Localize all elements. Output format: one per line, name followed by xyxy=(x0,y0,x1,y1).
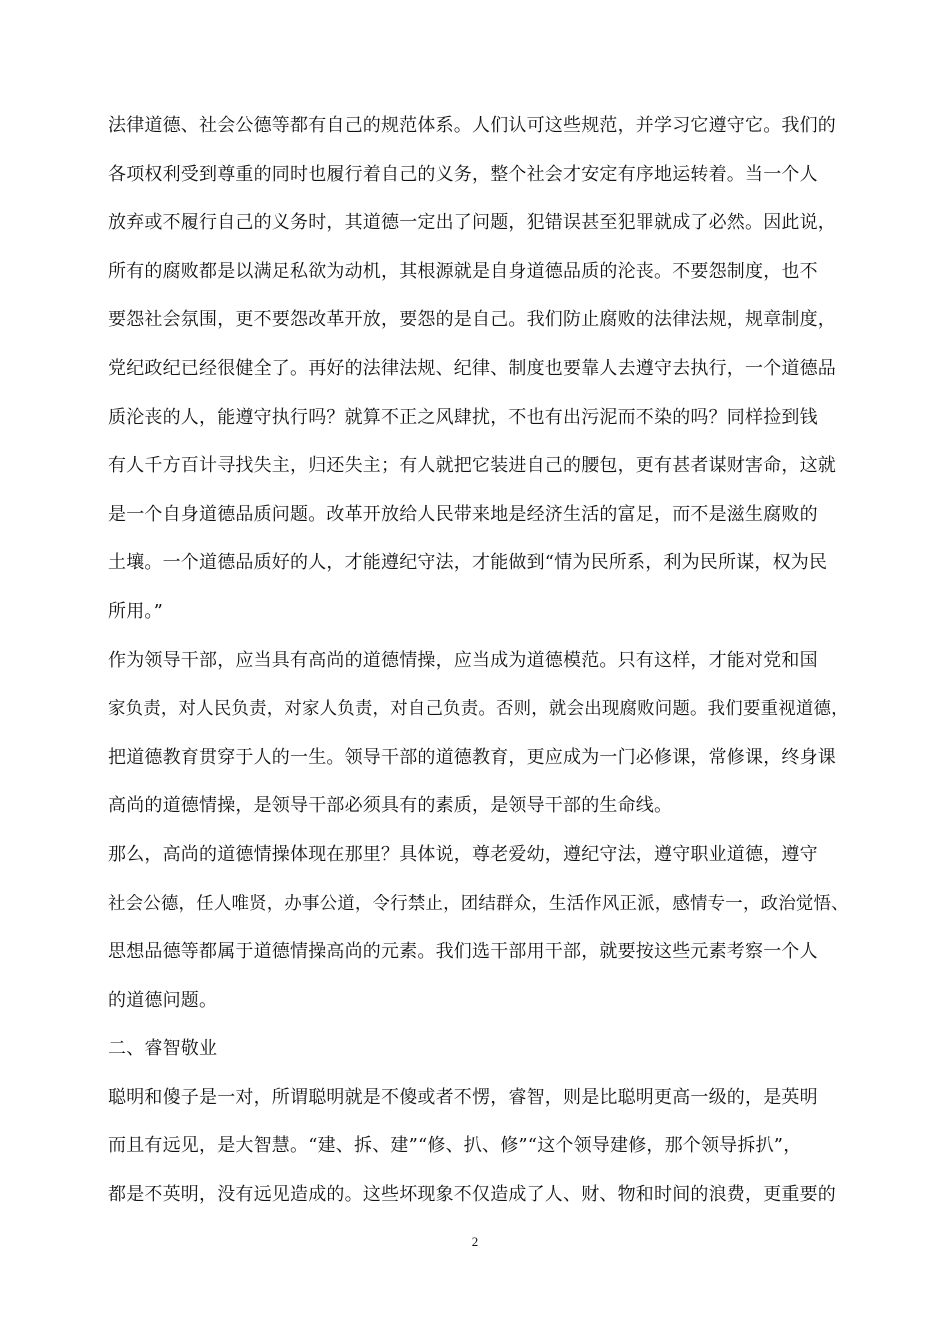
paragraph-start-line: 那么，高尚的道德情操体现在那里？具体说，尊老爱幼，遵纪守法，遵守职业道德，遵守 xyxy=(108,843,818,865)
text-line: 所用。” xyxy=(108,600,164,622)
text-line: 而且有远见，是大智慧。“建、拆、建”“修、扒、修”“这个领导建修，那个领导拆扒”， xyxy=(108,1135,802,1157)
text-line: 把道德教育贯穿于人的一生。领导干部的道德教育，更应成为一门必修课，常修课，终身课 xyxy=(108,746,836,768)
text-line: 所有的腐败都是以满足私欲为动机，其根源就是自身道德品质的沦丧。不要怨制度，也不 xyxy=(108,260,818,282)
text-line: 质沦丧的人，能遵守执行吗？就算不正之风肆扰，不也有出污泥而不染的吗？同样捡到钱 xyxy=(108,406,818,428)
text-line: 思想品德等都属于道德情操高尚的元素。我们选干部用干部，就要按这些元素考察一个人 xyxy=(108,941,818,963)
text-line: 高尚的道德情操，是领导干部必须具有的素质，是领导干部的生命线。 xyxy=(108,795,673,817)
text-line: 各项权利受到尊重的同时也履行着自己的义务，整个社会才安定有序地运转着。当一个人 xyxy=(108,163,818,185)
text-line: 土壤。一个道德品质好的人，才能遵纪守法，才能做到“情为民所系，利为民所谋，权为民 xyxy=(108,552,828,574)
paragraph-start-line: 聪明和傻子是一对，所谓聪明就是不傻或者不愣，睿智，则是比聪明更高一级的，是英明 xyxy=(108,1086,818,1108)
text-line: 法律道德、社会公德等都有自己的规范体系。人们认可这些规范，并学习它遵守它。我们的 xyxy=(108,115,836,136)
text-line: 社会公德，任人唯贤，办事公道，令行禁止，团结群众，生活作风正派，感情专一，政治觉悟、 xyxy=(108,893,849,914)
page-number: 2 xyxy=(471,1234,479,1249)
text-line: 是一个自身道德品质问题。改革开放给人民带来地是经济生活的富足，而不是滋生腐败的 xyxy=(108,503,818,525)
section-heading: 二、睿智敬业 xyxy=(108,1038,218,1060)
text-line: 都是不英明，没有远见造成的。这些坏现象不仅造成了人、财、物和时间的浪费，更重要的 xyxy=(108,1184,836,1206)
text-line: 要怨社会氛围，更不要怨改革开放，要怨的是自己。我们防止腐败的法律法规，规章制度， xyxy=(108,309,836,331)
body-text xyxy=(108,108,852,1226)
paragraph-start-line: 作为领导干部，应当具有高尚的道德情操，应当成为道德模范。只有这样，才能对党和国 xyxy=(108,649,818,671)
text-line: 有人千方百计寻找失主，归还失主；有人就把它装进自己的腰包，更有甚者谋财害命，这就 xyxy=(108,455,836,477)
text-line: 家负责，对人民负责，对家人负责，对自己负责。否则，就会出现腐败问题。我们要重视道德， xyxy=(108,699,849,720)
text-line: 党纪政纪已经很健全了。再好的法律法规、纪律、制度也要靠人去遵守去执行，一个道德品 xyxy=(108,357,836,379)
text-line: 的道德问题。 xyxy=(108,989,218,1011)
text-line: 放弃或不履行自己的义务时，其道德一定出了问题，犯错误甚至犯罪就成了必然。因此说， xyxy=(108,212,836,234)
